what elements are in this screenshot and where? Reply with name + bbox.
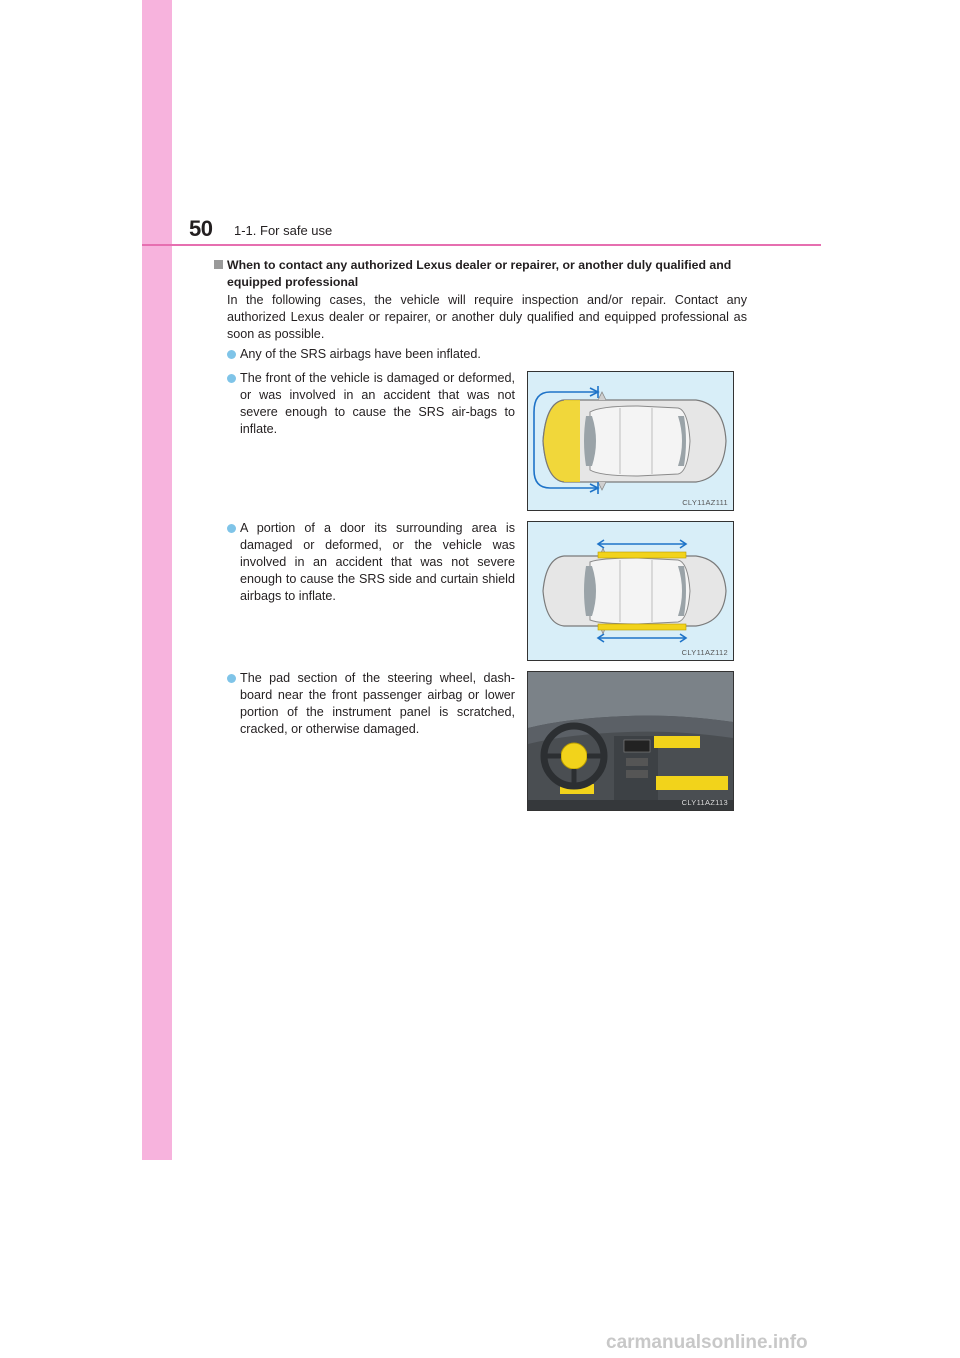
list-item xyxy=(227,370,515,438)
circle-bullet-icon xyxy=(227,524,236,533)
list-item-text: Any of the SRS airbags have been inflated. xyxy=(240,347,481,361)
square-bullet-icon xyxy=(214,260,223,269)
figure-dashboard xyxy=(527,671,734,811)
list-item xyxy=(227,520,515,605)
section-title: 1-1. For safe use xyxy=(234,223,333,238)
figure-code: CLY11AZ113 xyxy=(681,798,728,807)
heading-text: When to contact any authorized Lexus dealer or repairer, or another duly qualified and equipped professional xyxy=(227,258,732,289)
intro-paragraph: In the following cases, the vehicle will require inspection and/or repair. Contact any authorized Lexus dealer or repairer, or another duly qualified and equipped professional as soon as possible. xyxy=(227,293,747,341)
car-side-damage-icon xyxy=(528,522,733,660)
circle-bullet-icon xyxy=(227,674,236,683)
figure-code: CLY11AZ111 xyxy=(682,498,728,507)
dashboard-airbag-icon xyxy=(528,672,733,810)
figure-side-damage xyxy=(527,521,734,661)
list-item-text: The pad section of the steering wheel, dash-board near the front passenger airbag or lower portion of the instrument panel is scratched, cracked, or otherwise damaged. xyxy=(240,671,515,736)
watermark: carmanualsonline.info xyxy=(606,1332,808,1353)
circle-bullet-icon xyxy=(227,374,236,383)
list-item-text: A portion of a door its surrounding area is damaged or deformed, or the vehicle was involved in an accident that was not severe enough to cause the SRS side and curtain shield airbags to inflate. xyxy=(240,521,515,603)
subsection-heading xyxy=(214,257,754,291)
list-item xyxy=(227,670,515,738)
page-number: 50 xyxy=(189,216,213,241)
side-band xyxy=(142,0,172,1160)
header-rule xyxy=(142,244,821,246)
list-item xyxy=(227,346,527,363)
list-item-text: The front of the vehicle is damaged or deformed, or was involved in an accident that was not severe enough to cause the SRS air-bags to inflate. xyxy=(240,371,515,436)
figure-front-damage xyxy=(527,371,734,511)
figure-code: CLY11AZ112 xyxy=(681,648,728,657)
circle-bullet-icon xyxy=(227,350,236,359)
car-front-damage-icon xyxy=(528,372,733,510)
